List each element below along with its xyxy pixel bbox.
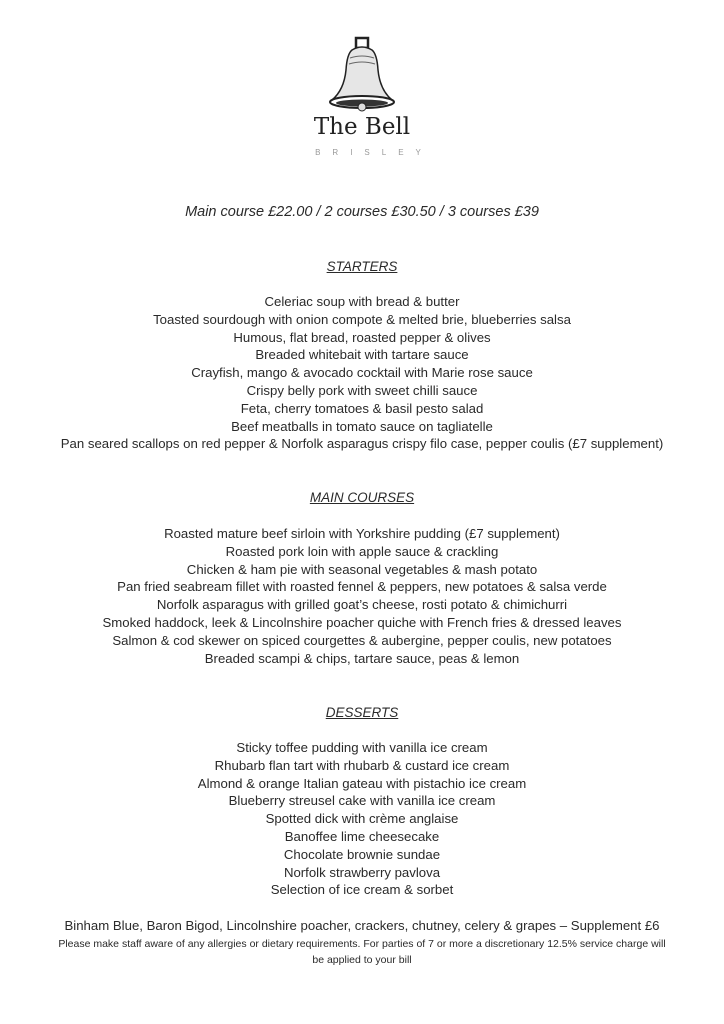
menu-item: Celeriac soup with bread & butter xyxy=(264,294,460,309)
menu-item: Pan seared scallops on red pepper & Norfolk asparagus crispy filo case, pepper coulis (£7 supplement) xyxy=(60,436,664,452)
restaurant-name: The Bell xyxy=(313,114,411,140)
menu-item: Beef meatballs in tomato sauce on tagliatelle xyxy=(231,418,493,434)
menu-item: Toasted sourdough with onion compote & melted brie, blueberries salsa xyxy=(153,311,571,327)
desserts-list xyxy=(0,739,724,899)
menu-item: Chocolate brownie sundae xyxy=(283,846,441,862)
menu-item: Roasted pork loin with apple sauce & crackling xyxy=(225,543,499,559)
menu-item: Rhubarb flan tart with rhubarb & custard ice cream xyxy=(214,757,510,773)
menu-item: Almond & orange Italian gateau with pistachio ice cream xyxy=(197,775,527,791)
menu-item: Roasted mature beef sirloin with Yorkshire pudding (£7 supplement) xyxy=(164,526,560,541)
menu-item: Chicken & ham pie with seasonal vegetables & mash potato xyxy=(186,561,538,577)
menu-item: Salmon & cod skewer on spiced courgettes & aubergine, pepper coulis, new potatoes xyxy=(112,632,612,648)
mains-heading: MAIN COURSES xyxy=(309,490,415,505)
menu-item: Breaded whitebait with tartare sauce xyxy=(255,347,469,363)
menu-item: Banoffee lime cheesecake xyxy=(284,828,440,844)
menu-item: Crispy belly pork with sweet chilli sauce xyxy=(246,382,478,398)
menu-item: Norfolk strawberry pavlova xyxy=(283,864,441,880)
mains-list xyxy=(0,525,724,667)
allergy-note: Please make staff aware of any allergies or dietary requirements. For parties of 7 or more a discretionary 12.5% service charge will be applied to your bill xyxy=(58,938,666,966)
menu-item: Pan fried seabream fillet with roasted fennel & peppers, new potatoes & salsa verde xyxy=(117,579,607,595)
menu-item: Sticky toffee pudding with vanilla ice cream xyxy=(236,740,488,755)
menu-item: Blueberry streusel cake with vanilla ice cream xyxy=(228,793,496,809)
cheese-board: Binham Blue, Baron Bigod, Lincolnshire poacher, crackers, chutney, celery & grapes – Supplement £6 xyxy=(64,918,660,933)
pricing-line: Main course £22.00 / 2 courses £30.50 / 3 courses £39 xyxy=(185,204,539,220)
menu-item: Humous, flat bread, roasted pepper & olives xyxy=(233,329,491,345)
bell-icon xyxy=(0,36,724,121)
desserts-heading: DESSERTS xyxy=(325,705,399,720)
restaurant-location: BRISLEY xyxy=(315,148,433,157)
menu-item: Breaded scampi & chips, tartare sauce, peas & lemon xyxy=(204,650,520,666)
starters-list xyxy=(0,293,724,453)
menu-item: Smoked haddock, leek & Lincolnshire poacher quiche with French fries & dressed leaves xyxy=(102,614,622,630)
menu-item: Selection of ice cream & sorbet xyxy=(270,882,454,898)
menu-item: Norfolk asparagus with grilled goat’s cheese, rosti potato & chimichurri xyxy=(156,597,568,613)
starters-heading: STARTERS xyxy=(326,259,398,274)
menu-item: Feta, cherry tomatoes & basil pesto salad xyxy=(240,400,484,416)
menu-item: Spotted dick with crème anglaise xyxy=(265,811,459,827)
menu-item: Crayfish, mango & avocado cocktail with Marie rose sauce xyxy=(191,365,533,381)
